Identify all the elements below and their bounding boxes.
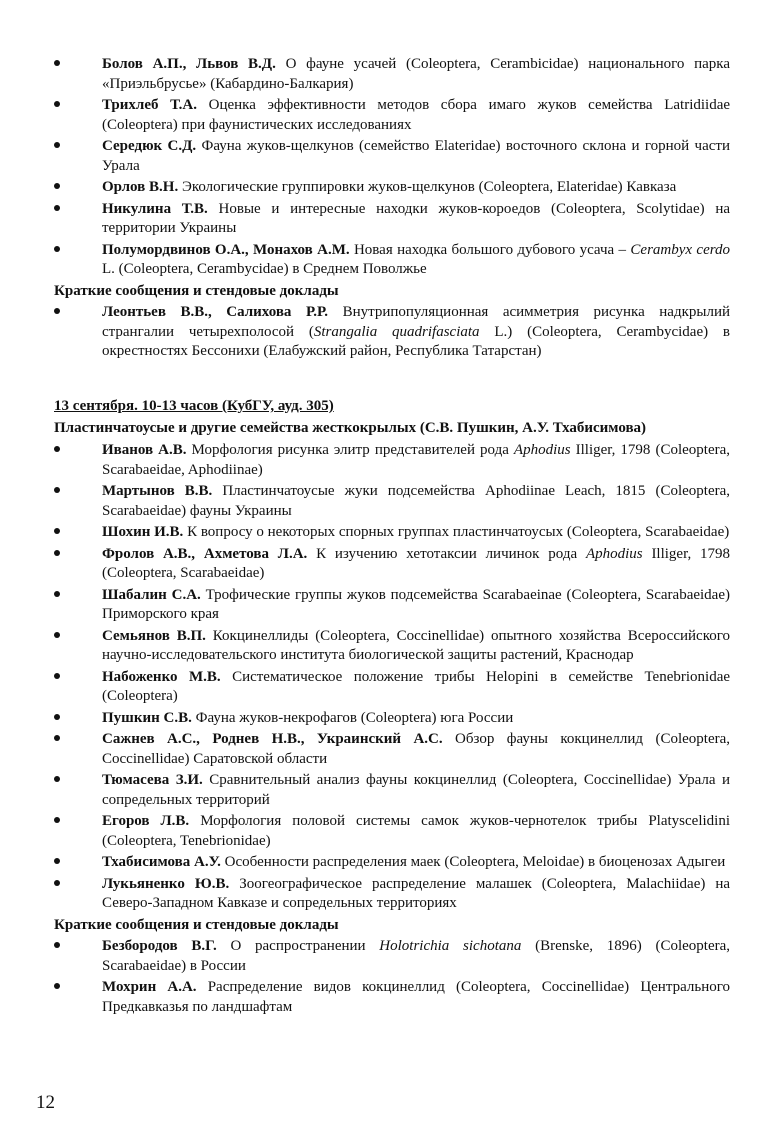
list-item <box>54 853 730 873</box>
entry-author: Шохин И.В. <box>102 524 184 540</box>
section-cerambycidae <box>54 55 730 364</box>
list-item <box>54 200 730 239</box>
list-item <box>54 586 730 625</box>
symposium-heading: Пластинчатоусые и другие семейства жесткокрылых (С.В. Пушкин, А.У. Тхабисимова) <box>54 419 647 436</box>
entry-title-cont: L.) (Coleoptera, Cerambycidae) в окрестностях Бессонихи (Елабужский район, Республика Татарстан) <box>102 323 731 359</box>
list-item <box>54 137 730 176</box>
list-item <box>54 937 730 976</box>
bullet-icon <box>54 880 60 886</box>
bullet-icon <box>54 632 60 638</box>
bullet-icon <box>54 776 60 782</box>
entry-author: Набоженко М.В. <box>102 668 221 685</box>
entry-title: О фауне усачей (Coleoptera, Cerambicidae) национального парка «Приэльбрусье» (Кабардино-Балкария) <box>102 56 730 92</box>
entry-title-cont: L. (Coleoptera, Cerambycidae) в Среднем Поволжье <box>102 261 427 277</box>
entry-title: Распределение видов кокцинеллид (Coleoptera, Coccinellidae) Центрального Предкавказья по ландшафтам <box>102 979 730 1015</box>
list-item <box>54 55 730 94</box>
bullet-icon <box>54 205 60 211</box>
entry-title: Обзор фауны кокцинеллид (Coleoptera, Coccinellidae) Саратовской области <box>102 731 731 767</box>
entry-author: Орлов В.Н. <box>102 179 179 195</box>
entry-title: Сравнительный анализ фауны кокцинеллид (Coleoptera, Coccinellidae) Урала и сопредельных территорий <box>102 772 731 808</box>
entry-author: Егоров Л.В. <box>102 813 190 829</box>
bullet-icon <box>54 308 60 314</box>
entry-author: Шабалин С.А. <box>102 586 201 603</box>
list-item <box>54 812 730 851</box>
bullet-icon <box>54 817 60 823</box>
bullet-icon <box>54 183 60 189</box>
list-item <box>54 545 730 584</box>
species-name: Cerambyx cerdo <box>630 241 731 258</box>
entry-author: Пушкин С.В. <box>102 709 192 726</box>
page-number: 12 <box>36 1092 55 1113</box>
list-item <box>54 178 730 198</box>
short-reports-heading: Краткие сообщения и стендовые доклады <box>54 282 339 299</box>
entry-title-cont: Illiger, 1798 (Coleoptera, Scarabaeidae) <box>102 545 731 581</box>
entry-title: Трофические группы жуков подсемейства Scarabaeinae (Coleoptera, Scarabaeidae) Приморского края <box>102 586 730 622</box>
list-item <box>54 875 730 914</box>
entry-author: Сажнев А.С., Роднев Н.В., Украинский А.С. <box>102 731 443 747</box>
entry-title: К изучению хетотаксии личинок рода <box>316 545 578 562</box>
bullet-icon <box>54 528 60 534</box>
entry-title: О распространении <box>230 938 366 954</box>
entry-author: Тюмасева З.И. <box>102 772 203 788</box>
list-item <box>54 441 730 480</box>
genus-name: Aphodius <box>585 545 643 562</box>
entry-title: Оценка эффективности методов сбора имаго жуков семейства Latridiidae (Coleoptera) при фаунистических исследованиях <box>102 97 731 133</box>
bullet-icon <box>54 858 60 864</box>
list-item <box>54 482 730 521</box>
bullet-icon <box>54 446 60 452</box>
short-reports-heading: Краткие сообщения и стендовые доклады <box>54 916 339 933</box>
entry-title: Фауна жуков-щелкунов (семейство Elateridae) восточного склона и горной части Урала <box>102 138 730 174</box>
entry-author: Трихлеб Т.А. <box>102 97 197 113</box>
species-name: Holotrichia sichotana <box>379 938 522 954</box>
bullet-icon <box>54 60 60 66</box>
genus-name: Aphodius <box>513 442 571 458</box>
entry-title: Систематическое положение трибы Helopini в семействе Tenebrionidae (Coleoptera) <box>102 668 731 704</box>
bullet-icon <box>54 942 60 948</box>
bullet-icon <box>54 673 60 679</box>
list-item <box>54 730 730 769</box>
entry-author: Фролов А.В., Ахметова Л.А. <box>102 545 308 562</box>
list-item <box>54 771 730 810</box>
entry-title: Морфология рисунка элитр представителей рода <box>191 442 509 458</box>
list-item <box>54 668 730 707</box>
session-heading: 13 сентября. 10-13 часов (КубГУ, ауд. 305) <box>54 398 334 414</box>
entry-title: Кокцинеллиды (Coleoptera, Coccinellidae) опытного хозяйства Всероссийского научно-исследовательского института биологической защиты растений, Краснодар <box>102 627 731 663</box>
entry-title: Фауна жуков-некрофагов (Coleoptera) юга России <box>195 709 514 726</box>
bullet-icon <box>54 983 60 989</box>
entry-title: Новая находка большого дубового усача – <box>353 241 627 258</box>
list-item <box>54 978 730 1017</box>
entry-title: Внутрипопуляционная асимметрия рисунка надкрылий странгалии четырехполосой ( <box>102 304 730 340</box>
list-item <box>54 303 730 362</box>
entry-author: Мохрин А.А. <box>102 979 197 995</box>
section-scarabaeidae <box>54 397 730 1019</box>
entry-author: Никулина Т.В. <box>102 200 208 217</box>
entry-author: Лукьяненко Ю.В. <box>102 875 230 892</box>
bullet-icon <box>54 101 60 107</box>
entry-title: Пластинчатоусые жуки подсемейства Aphodiinae Leach, 1815 (Coleoptera, Scarabaeidae) фауны Украины <box>102 483 730 519</box>
entry-title: Экологические группировки жуков-щелкунов (Coleoptera, Elateridae) Кавказа <box>181 179 677 195</box>
entry-title-cont: Illiger, 1798 (Coleoptera, Scarabaeidae, Aphodiinae) <box>102 442 731 478</box>
list-item <box>54 709 730 729</box>
entry-author: Мартынов В.В. <box>102 483 213 499</box>
entry-author: Полумордвинов О.А., Монахов А.М. <box>102 241 350 258</box>
entry-title-cont: (Brenske, 1896) (Coleoptera, Scarabaeidae) в России <box>102 938 731 974</box>
entry-author: Безбородов В.Г. <box>102 938 217 954</box>
bullet-icon <box>54 246 60 252</box>
species-name: Strangalia quadrifasciata <box>313 323 480 340</box>
entry-author: Середюк С.Д. <box>102 138 197 154</box>
bullet-icon <box>54 487 60 493</box>
entry-title: Морфология половой системы самок жуков-чернотелок трибы Platyscelidini (Coleoptera, Tenebrionidae) <box>102 813 730 849</box>
bullet-icon <box>54 591 60 597</box>
entry-author: Иванов А.В. <box>102 442 187 458</box>
bullet-icon <box>54 142 60 148</box>
entry-author: Болов А.П., Львов В.Д. <box>102 56 276 72</box>
entry-title: Новые и интересные находки жуков-короедов (Coleoptera, Scolytidae) на территории Украины <box>102 200 731 236</box>
bullet-icon <box>54 550 60 556</box>
entry-author: Семьянов В.П. <box>102 627 206 644</box>
list-item <box>54 241 730 280</box>
list-item <box>54 627 730 666</box>
list-item <box>54 523 730 543</box>
bullet-icon <box>54 714 60 720</box>
bullet-icon <box>54 735 60 741</box>
entry-author: Тхабисимова А.У. <box>102 854 221 870</box>
list-item <box>54 96 730 135</box>
entry-title: Особенности распределения маек (Coleoptera, Meloidae) в биоценозах Адыгеи <box>224 854 726 870</box>
entry-author: Леонтьев В.В., Салихова Р.Р. <box>102 304 329 320</box>
entry-title: Зоогеографическое распределение малашек (Coleoptera, Malachiidae) на Северо-Западном Кавказе и сопредельных территориях <box>102 875 730 911</box>
entry-title: К вопросу о некоторых спорных группах пластинчатоусых (Coleoptera, Scarabaeidae) <box>187 524 730 540</box>
